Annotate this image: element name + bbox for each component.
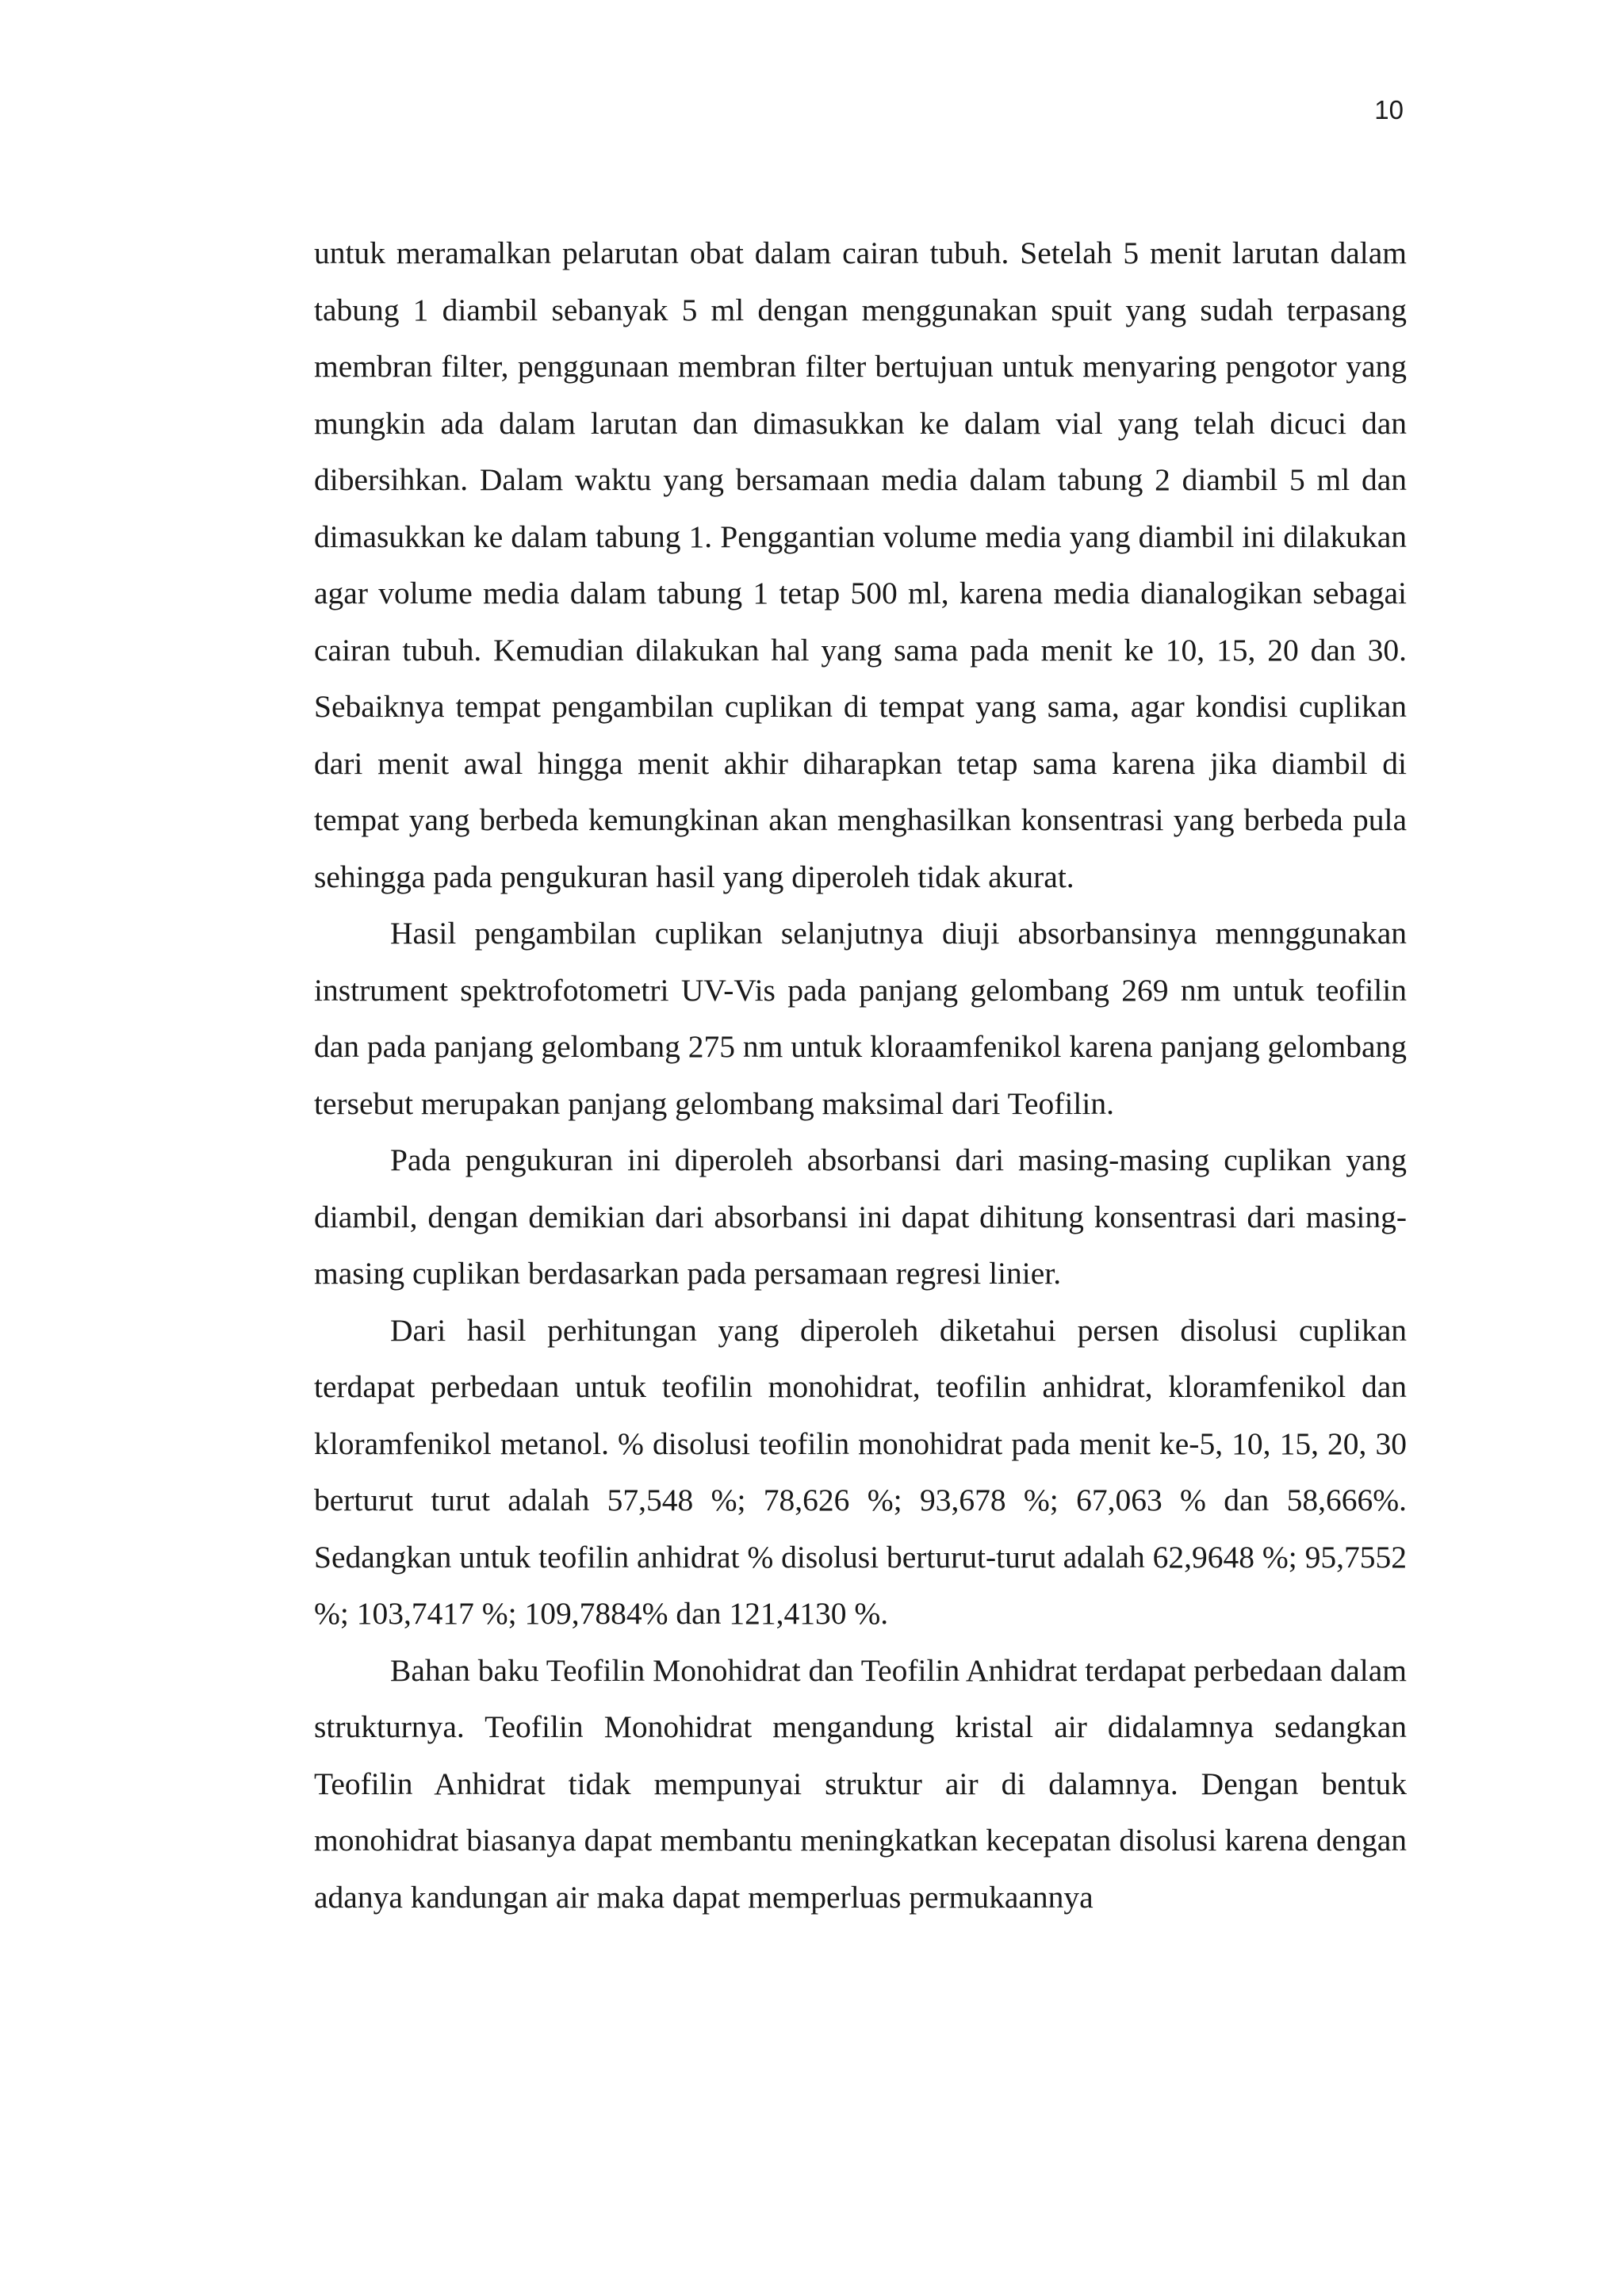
paragraph-absorbance-measurement: Hasil pengambilan cuplikan selanjutnya diuji absorbansinya mennggunakan instrument spektrofotometri UV-Vis pada panjang gelombang 269 nm untuk teofilin dan pada panjang gelombang 275 nm untuk kloraamfenikol karena panjang gelombang tersebut merupakan panjang gelombang maksimal dari Teofilin. xyxy=(314,916,1407,1121)
paragraph-concentration-calculation: Pada pengukuran ini diperoleh absorbansi dari masing-masing cuplikan yang diambil, dengan demikian dari absorbansi ini dapat dihitung konsentrasi dari masing-masing cuplikan berdasarkan pada persamaan regresi linier. xyxy=(314,1142,1407,1291)
body-text xyxy=(314,225,1407,1926)
page-number: 10 xyxy=(1374,95,1404,124)
paragraph-dissolution-results: Dari hasil perhitungan yang diperoleh diketahui persen disolusi cuplikan terdapat perbedaan untuk teofilin monohidrat, teofilin anhidrat, kloramfenikol dan kloramfenikol metanol. % disolusi teofilin monohidrat pada menit ke-5, 10, 15, 20, 30 berturut turut adalah 57,548 %; 78,626 %; 93,678 %; 67,063 % dan 58,666%. Sedangkan untuk teofilin anhidrat % disolusi berturut-turut adalah 62,9648 %; 95,7552 %; 103,7417 %; 109,7884% dan 121,4130 %. xyxy=(314,1312,1407,1631)
paragraph-structure-comparison: Bahan baku Teofilin Monohidrat dan Teofilin Anhidrat terdapat perbedaan dalam strukturnya. Teofilin Monohidrat mengandung kristal air didalamnya sedangkan Teofilin Anhidrat tidak mempunyai struktur air di dalamnya. Dengan bentuk monohidrat biasanya dapat membantu meningkatkan kecepatan disolusi karena dengan adanya kandungan air maka dapat memperluas permukaannya xyxy=(314,1652,1407,1915)
paragraph-continuation: untuk meramalkan pelarutan obat dalam cairan tubuh. Setelah 5 menit larutan dalam tabung 1 diambil sebanyak 5 ml dengan menggunakan spuit yang sudah terpasang membran filter, penggunaan membran filter bertujuan untuk menyaring pengotor yang mungkin ada dalam larutan dan dimasukkan ke dalam vial yang telah dicuci dan dibersihkan. Dalam waktu yang bersamaan media dalam tabung 2 diambil 5 ml dan dimasukkan ke dalam tabung 1. Penggantian volume media yang diambil ini dilakukan agar volume media dalam tabung 1 tetap 500 ml, karena media dianalogikan sebagai cairan tubuh. Kemudian dilakukan hal yang sama pada menit ke 10, 15, 20 dan 30. Sebaiknya tempat pengambilan cuplikan di tempat yang sama, agar kondisi cuplikan dari menit awal hingga menit akhir diharapkan tetap sama karena jika diambil di tempat yang berbeda kemungkinan akan menghasilkan konsentrasi yang berbeda pula sehingga pada pengukuran hasil yang diperoleh tidak akurat. xyxy=(314,235,1407,894)
